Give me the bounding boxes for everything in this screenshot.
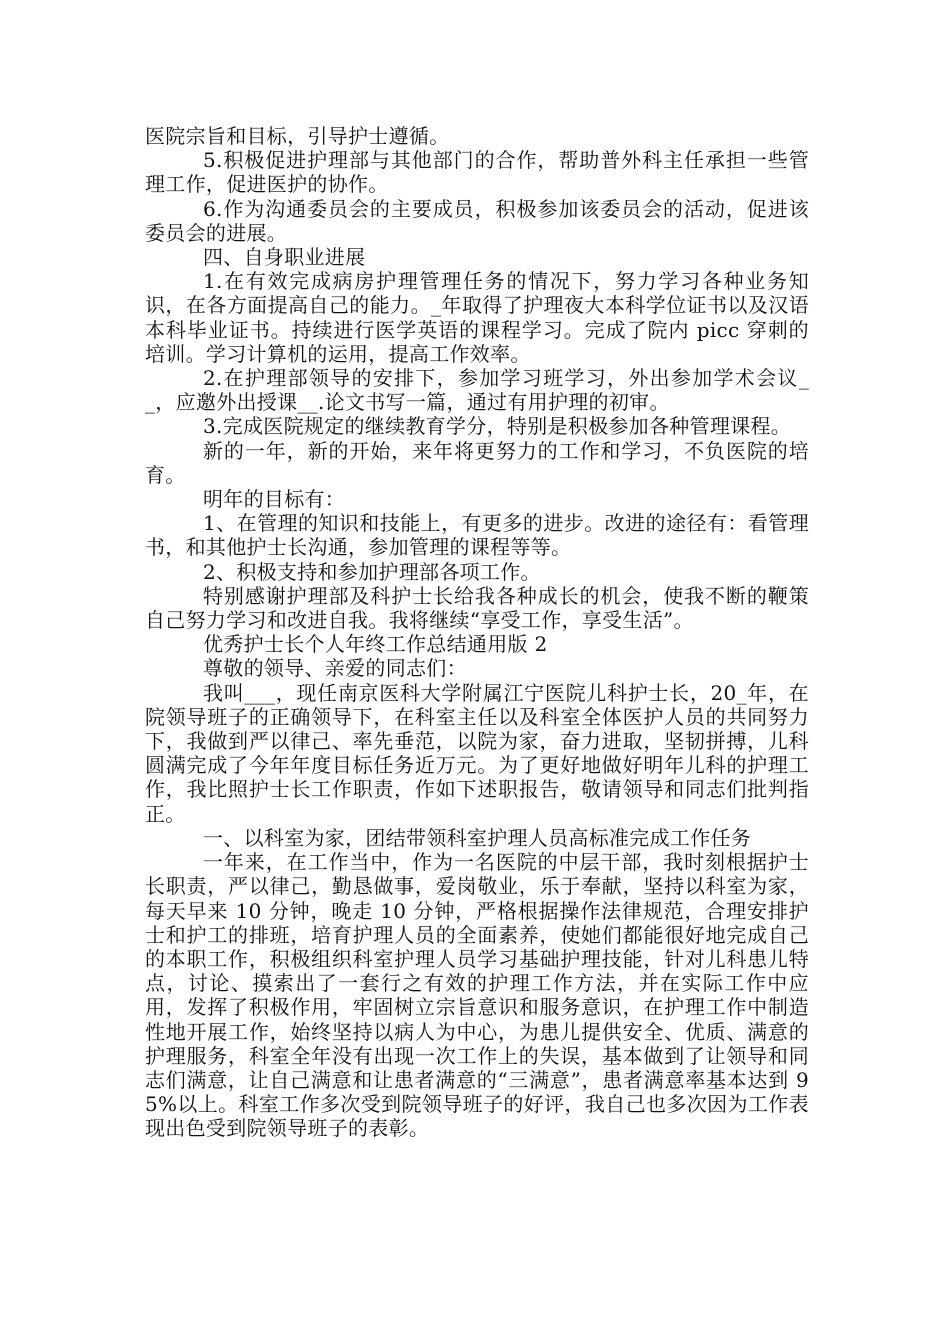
paragraph-9: 明年的目标有： bbox=[203, 487, 346, 512]
section-heading-4: 四、自身职业进展 bbox=[203, 245, 366, 270]
paragraph-17: 一年来，在工作当中，作为一名医院的中层干部，我时刻根据护士长职责，严以律己，勤恳做事，爱岗敬业，乐于奉献，坚持以科室为家，每天早来 10 分钟，晚走 10 分钟，严格根据操作法律规范，合理安排护士和护工的排班，培育护理人员的全面素养，使她们都能很好地完成自己的本职工作，积极组织科室护理人员学习基础护理技能，针对儿科患儿特点，讨论、摸索出了一套行之有效的护理工作方法，并在实际工作中应用，发挥了积极作用，牢固树立宗旨意识和服务意识，在护理工作中制造性地开展工作，始终坚持以病人为中心，为患儿提供安全、优质、满意的护理服务，科室全年没有出现一次工作上的失误，基本做到了让领导和同志们满意，让自己满意和让患者满意的“三满意”，患者满意率基本达到 95%以上。科室工作多次受到院领导班子的好评，我自己也多次因为工作表现出色受到院领导班子的表彰。 bbox=[145, 850, 809, 1141]
paragraph-12: 特别感谢护理部及科护士长给我各种成长的机会，使我不断的鞭策自己努力学习和改进自我。我将继续“享受工作，享受生活”。 bbox=[145, 583, 809, 633]
salutation: 尊敬的领导、亲爱的同志们： bbox=[203, 656, 467, 681]
paragraph-3: 6.作为沟通委员会的主要成员，积极参加该委员会的活动，促进该委员会的进展。 bbox=[145, 196, 809, 245]
document-title-2: 优秀护士长个人年终工作总结通用版 2 bbox=[203, 632, 548, 657]
paragraph-7: 3.完成医院规定的继续教育学分，特别是积极参加各种管理课程。 bbox=[203, 414, 792, 439]
paragraph-1: 医院宗旨和目标，引导护士遵循。 bbox=[145, 124, 450, 148]
paragraph-2: 5.积极促进护理部与其他部门的合作，帮助普外科主任承担一些管理工作，促进医护的协作。 bbox=[145, 148, 809, 197]
paragraph-15: 我叫___，现任南京医科大学附属江宁医院儿科护士长，20_年，在院领导班子的正确领导下，在科室主任以及科室全体医护人员的共同努力下，我做到严以律己、率先垂范，以院为家，奋力进取，坚韧拼搏，儿科圆满完成了今年年度目标任务近万元。为了更好地做好明年儿科的护理工作，我比照护士长工作职责，作如下述职报告，敬请领导和同志们批判指正。 bbox=[145, 680, 809, 826]
document-page bbox=[145, 124, 809, 1141]
section-heading-16: 一、以科室为家，团结带领科室护理人员高标准完成工作任务 bbox=[203, 825, 752, 850]
paragraph-6: 2.在护理部领导的安排下，参加学习班学习，外出参加学术会议__，应邀外出授课__.论文书写一篇，通过有用护理的初审。 bbox=[145, 366, 809, 415]
paragraph-5: 1.在有效完成病房护理管理任务的情况下，努力学习各种业务知识，在各方面提高自己的能力。_年取得了护理夜大本科学位证书以及汉语本科毕业证书。持续进行医学英语的课程学习。完成了院内 picc 穿刺的培训。学习计算机的运用，提高工作效率。 bbox=[145, 269, 809, 366]
paragraph-10: 1、在管理的知识和技能上，有更多的进步。改进的途径有：看管理书，和其他护士长沟通，参加管理的课程等等。 bbox=[145, 511, 809, 560]
paragraph-8: 新的一年，新的开始，来年将更努力的工作和学习，不负医院的培育。 bbox=[145, 438, 809, 487]
paragraph-11: 2、积极支持和参加护理部各项工作。 bbox=[203, 559, 541, 584]
